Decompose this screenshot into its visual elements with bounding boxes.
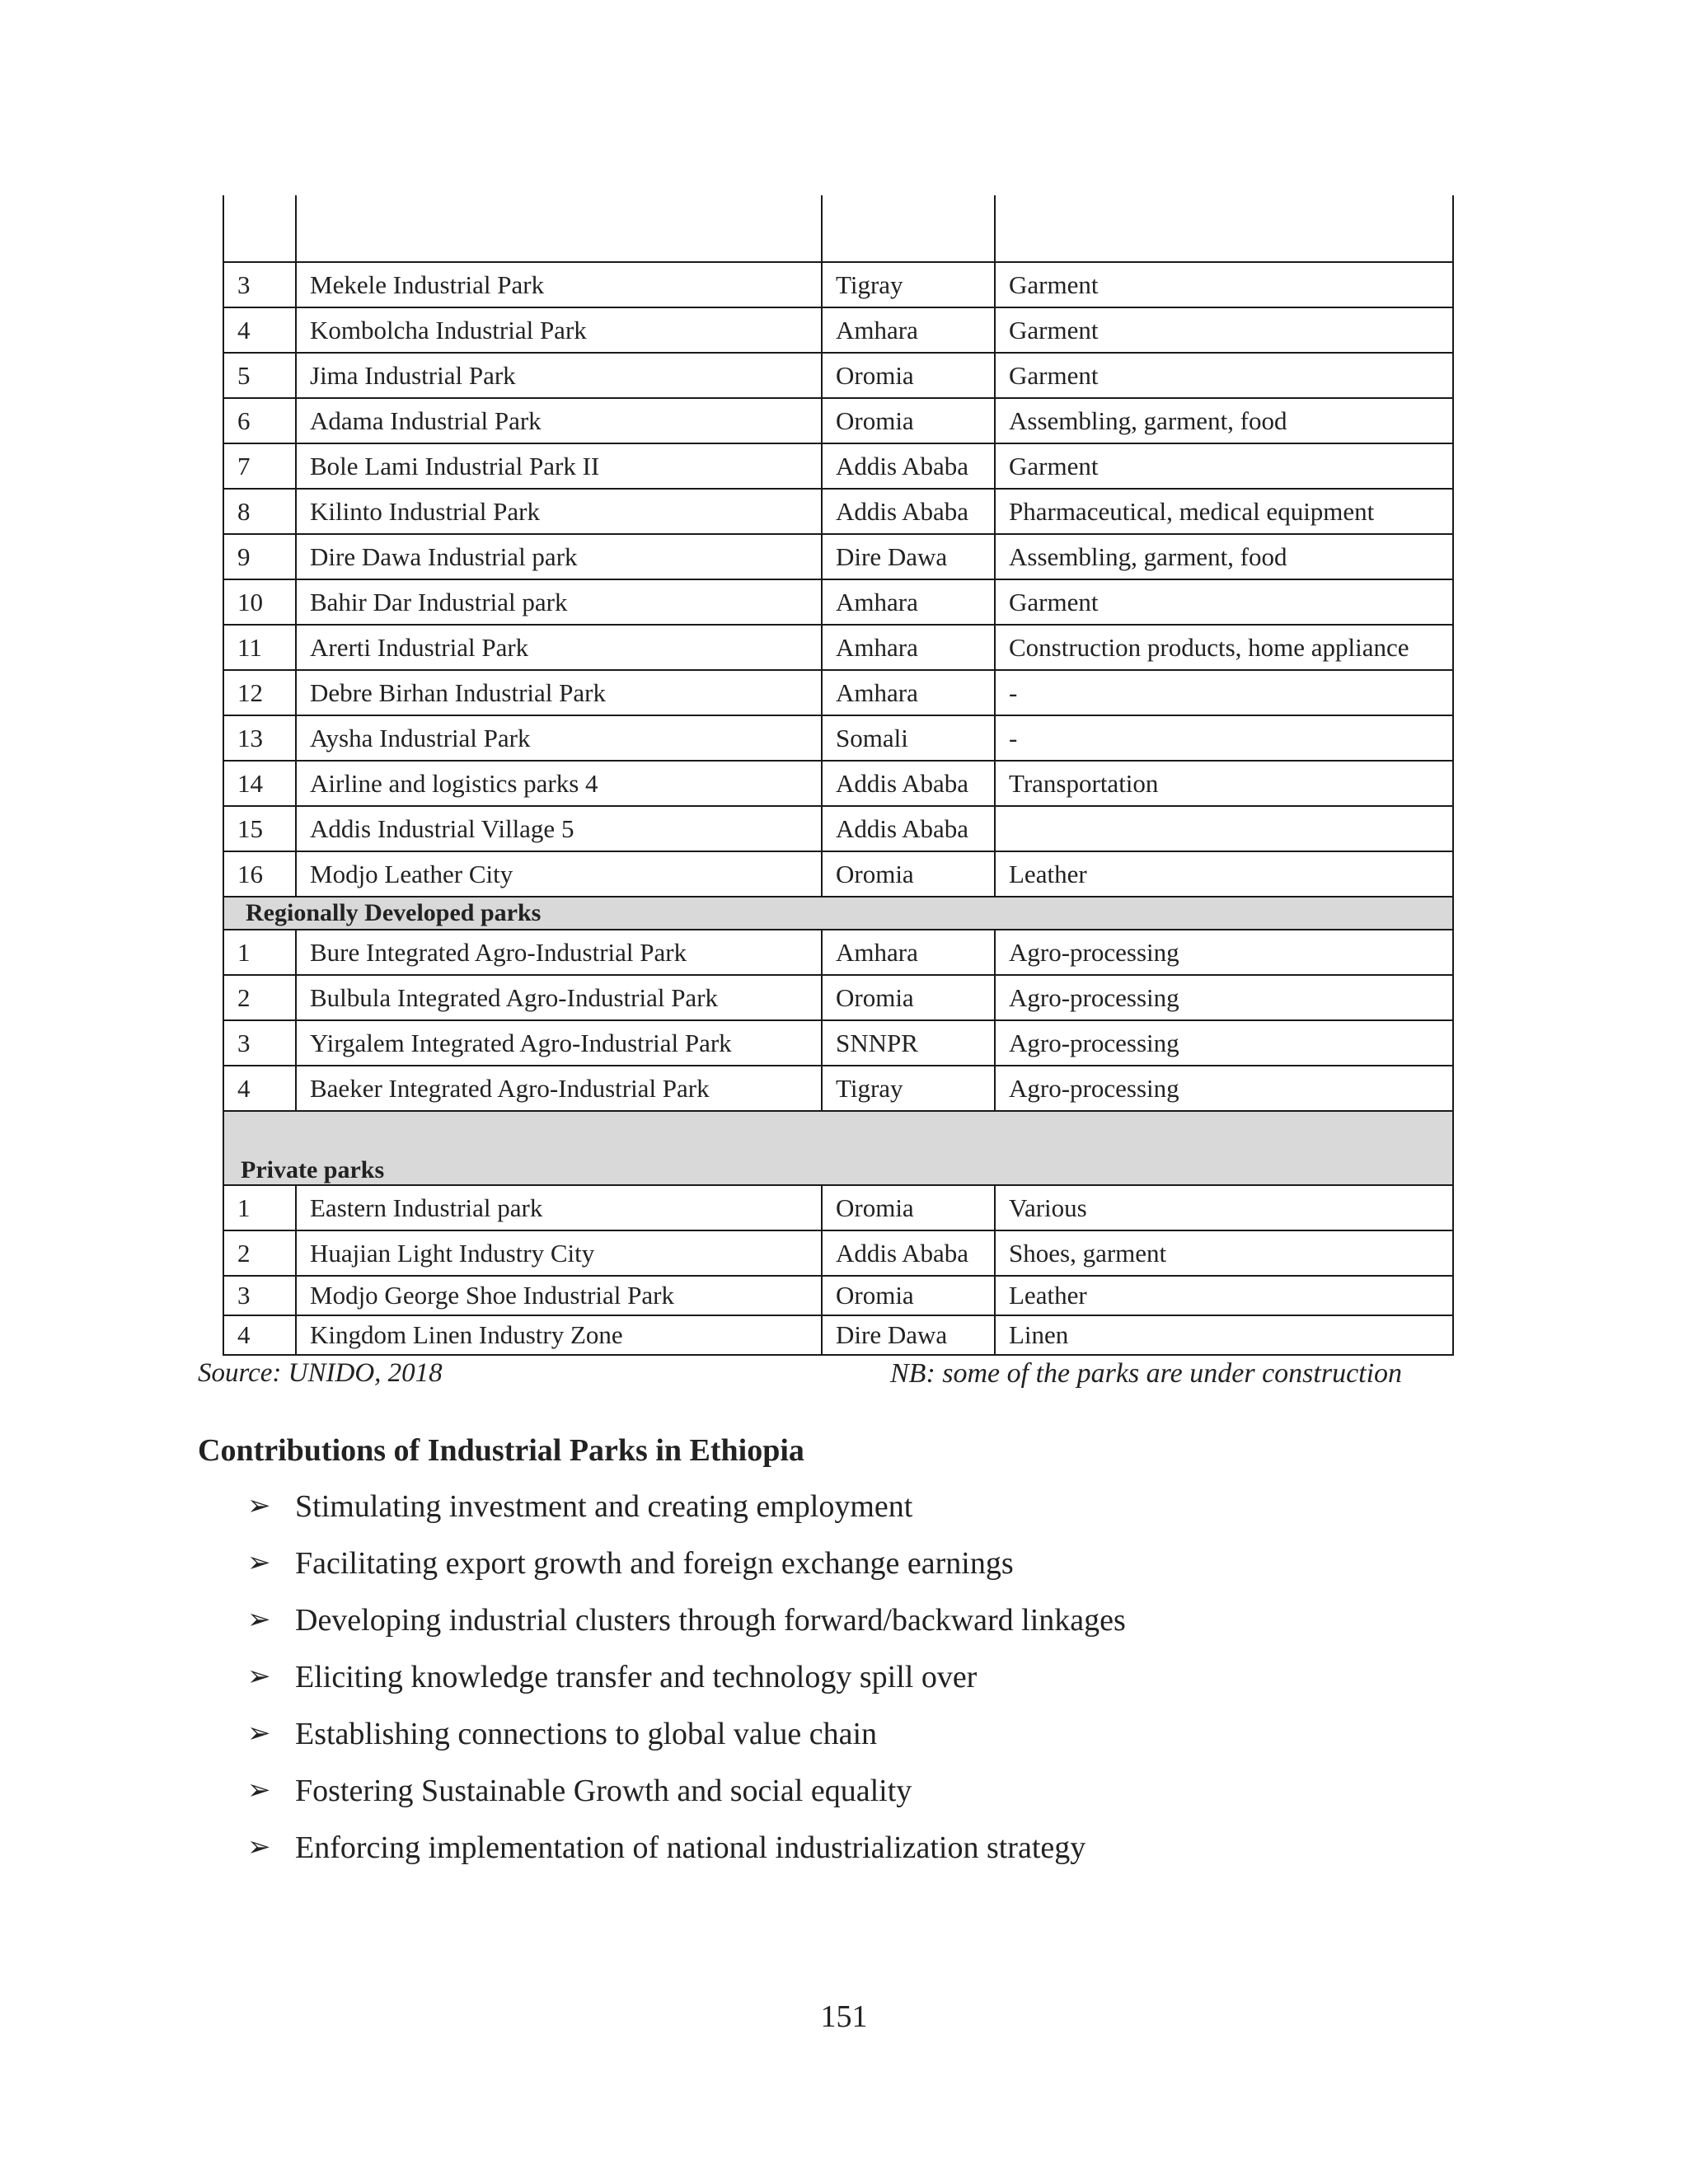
park-sector: - xyxy=(995,715,1453,761)
park-sector: Garment xyxy=(995,579,1453,625)
table-row xyxy=(223,1276,1453,1315)
row-number: 1 xyxy=(223,1185,296,1230)
table-row xyxy=(223,975,1453,1020)
table-row xyxy=(223,307,1453,353)
park-name: Kingdom Linen Industry Zone xyxy=(296,1315,822,1355)
row-number: 14 xyxy=(223,761,296,806)
park-name: Modjo George Shoe Industrial Park xyxy=(296,1276,822,1315)
row-number: 9 xyxy=(223,534,296,579)
table-cell xyxy=(995,195,1453,262)
list-item-text: Developing industrial clusters through forward/backward linkages xyxy=(295,1603,1126,1638)
list-item xyxy=(247,1711,1126,1768)
park-sector: Agro-processing xyxy=(995,1066,1453,1111)
park-sector: Leather xyxy=(995,851,1453,897)
list-item xyxy=(247,1483,1126,1540)
list-item xyxy=(247,1597,1126,1654)
park-sector: Assembling, garment, food xyxy=(995,534,1453,579)
list-item xyxy=(247,1768,1126,1825)
park-region: Tigray xyxy=(822,262,995,307)
park-name: Arerti Industrial Park xyxy=(296,625,822,670)
park-name: Huajian Light Industry City xyxy=(296,1230,822,1276)
row-number: 4 xyxy=(223,1315,296,1355)
row-number: 3 xyxy=(223,1276,296,1315)
row-number: 3 xyxy=(223,1020,296,1066)
park-region: Oromia xyxy=(822,353,995,398)
park-region: Oromia xyxy=(822,851,995,897)
table-row xyxy=(223,851,1453,897)
park-name: Modjo Leather City xyxy=(296,851,822,897)
table-row xyxy=(223,1315,1453,1355)
park-region: Dire Dawa xyxy=(822,534,995,579)
park-region: Addis Ababa xyxy=(822,1230,995,1276)
row-number: 5 xyxy=(223,353,296,398)
park-region: Addis Ababa xyxy=(822,761,995,806)
table-cell xyxy=(223,195,296,262)
table-row xyxy=(223,1185,1453,1230)
table-row xyxy=(223,443,1453,489)
section-header-private: Private parks xyxy=(223,1111,1453,1185)
row-number: 4 xyxy=(223,1066,296,1111)
park-region: Oromia xyxy=(822,1276,995,1315)
park-name: Kombolcha Industrial Park xyxy=(296,307,822,353)
park-region: Oromia xyxy=(822,975,995,1020)
arrow-bullet-icon: ➢ xyxy=(247,1491,271,1521)
park-region: Amhara xyxy=(822,579,995,625)
park-sector: Assembling, garment, food xyxy=(995,398,1453,443)
section-header-row xyxy=(223,1111,1453,1185)
park-sector: Agro-processing xyxy=(995,1020,1453,1066)
park-sector: Garment xyxy=(995,443,1453,489)
table-row-continued xyxy=(223,195,1453,262)
park-sector: Garment xyxy=(995,307,1453,353)
list-item-text: Enforcing implementation of national industrialization strategy xyxy=(295,1830,1086,1865)
contributions-list xyxy=(247,1483,1126,1882)
park-name: Mekele Industrial Park xyxy=(296,262,822,307)
row-number: 8 xyxy=(223,489,296,534)
table-row xyxy=(223,806,1453,851)
park-region: Somali xyxy=(822,715,995,761)
list-item-text: Fostering Sustainable Growth and social equality xyxy=(295,1774,912,1808)
list-item-text: Stimulating investment and creating employment xyxy=(295,1489,913,1524)
park-sector: Linen xyxy=(995,1315,1453,1355)
section-header-row xyxy=(223,897,1453,930)
park-sector: Garment xyxy=(995,353,1453,398)
park-name: Baeker Integrated Agro-Industrial Park xyxy=(296,1066,822,1111)
row-number: 12 xyxy=(223,670,296,715)
list-item-text: Facilitating export growth and foreign exchange earnings xyxy=(295,1546,1014,1581)
park-region: Amhara xyxy=(822,307,995,353)
park-region: Oromia xyxy=(822,1185,995,1230)
row-number: 6 xyxy=(223,398,296,443)
list-item-text: Establishing connections to global value chain xyxy=(295,1717,878,1751)
park-region: Amhara xyxy=(822,670,995,715)
park-region: Tigray xyxy=(822,1066,995,1111)
row-number: 2 xyxy=(223,975,296,1020)
table-row xyxy=(223,1020,1453,1066)
park-sector: Leather xyxy=(995,1276,1453,1315)
table-row xyxy=(223,353,1453,398)
park-sector: - xyxy=(995,670,1453,715)
park-sector: Construction products, home appliance xyxy=(995,625,1453,670)
park-region: Amhara xyxy=(822,625,995,670)
park-region: Addis Ababa xyxy=(822,806,995,851)
park-name: Eastern Industrial park xyxy=(296,1185,822,1230)
park-sector: Transportation xyxy=(995,761,1453,806)
park-name: Bure Integrated Agro-Industrial Park xyxy=(296,930,822,975)
park-sector: Pharmaceutical, medical equipment xyxy=(995,489,1453,534)
table-row xyxy=(223,534,1453,579)
table-cell xyxy=(296,195,822,262)
park-name: Yirgalem Integrated Agro-Industrial Park xyxy=(296,1020,822,1066)
park-sector xyxy=(995,806,1453,851)
table-row xyxy=(223,625,1453,670)
row-number: 11 xyxy=(223,625,296,670)
source-note: Source: UNIDO, 2018 xyxy=(198,1358,443,1388)
park-sector: Garment xyxy=(995,262,1453,307)
park-name: Bulbula Integrated Agro-Industrial Park xyxy=(296,975,822,1020)
list-item-text: Eliciting knowledge transfer and technology spill over xyxy=(295,1660,978,1694)
park-sector: Agro-processing xyxy=(995,975,1453,1020)
park-name: Kilinto Industrial Park xyxy=(296,489,822,534)
table-row xyxy=(223,579,1453,625)
row-number: 10 xyxy=(223,579,296,625)
list-item xyxy=(247,1540,1126,1597)
park-sector: Agro-processing xyxy=(995,930,1453,975)
park-region: Dire Dawa xyxy=(822,1315,995,1355)
park-name: Airline and logistics parks 4 xyxy=(296,761,822,806)
arrow-bullet-icon: ➢ xyxy=(247,1661,271,1692)
park-name: Debre Birhan Industrial Park xyxy=(296,670,822,715)
park-region: SNNPR xyxy=(822,1020,995,1066)
park-region: Addis Ababa xyxy=(822,443,995,489)
park-name: Aysha Industrial Park xyxy=(296,715,822,761)
park-name: Jima Industrial Park xyxy=(296,353,822,398)
list-item xyxy=(247,1825,1126,1882)
arrow-bullet-icon: ➢ xyxy=(247,1605,271,1635)
industrial-parks-table xyxy=(223,195,1454,1356)
table-row xyxy=(223,761,1453,806)
park-name: Adama Industrial Park xyxy=(296,398,822,443)
row-number: 13 xyxy=(223,715,296,761)
row-number: 15 xyxy=(223,806,296,851)
park-name: Bahir Dar Industrial park xyxy=(296,579,822,625)
table-row xyxy=(223,398,1453,443)
park-sector: Shoes, garment xyxy=(995,1230,1453,1276)
section-heading: Contributions of Industrial Parks in Ethiopia xyxy=(198,1433,804,1468)
park-name: Bole Lami Industrial Park II xyxy=(296,443,822,489)
arrow-bullet-icon: ➢ xyxy=(247,1832,271,1863)
row-number: 2 xyxy=(223,1230,296,1276)
park-region: Amhara xyxy=(822,930,995,975)
arrow-bullet-icon: ➢ xyxy=(247,1548,271,1578)
table-row xyxy=(223,262,1453,307)
row-number: 4 xyxy=(223,307,296,353)
row-number: 3 xyxy=(223,262,296,307)
park-name: Dire Dawa Industrial park xyxy=(296,534,822,579)
row-number: 16 xyxy=(223,851,296,897)
section-header-regional: Regionally Developed parks xyxy=(223,897,1453,930)
table-row xyxy=(223,715,1453,761)
arrow-bullet-icon: ➢ xyxy=(247,1775,271,1806)
park-sector: Various xyxy=(995,1185,1453,1230)
table-row xyxy=(223,930,1453,975)
row-number: 1 xyxy=(223,930,296,975)
park-region: Oromia xyxy=(822,398,995,443)
list-item xyxy=(247,1654,1126,1711)
park-region: Addis Ababa xyxy=(822,489,995,534)
table-cell xyxy=(822,195,995,262)
arrow-bullet-icon: ➢ xyxy=(247,1718,271,1749)
table-row xyxy=(223,1230,1453,1276)
table-row xyxy=(223,670,1453,715)
park-name: Addis Industrial Village 5 xyxy=(296,806,822,851)
table-row xyxy=(223,489,1453,534)
table-row xyxy=(223,1066,1453,1111)
row-number: 7 xyxy=(223,443,296,489)
table-body xyxy=(223,195,1453,1355)
page-number: 151 xyxy=(820,1999,868,2034)
nb-note: NB: some of the parks are under construction xyxy=(890,1358,1403,1389)
